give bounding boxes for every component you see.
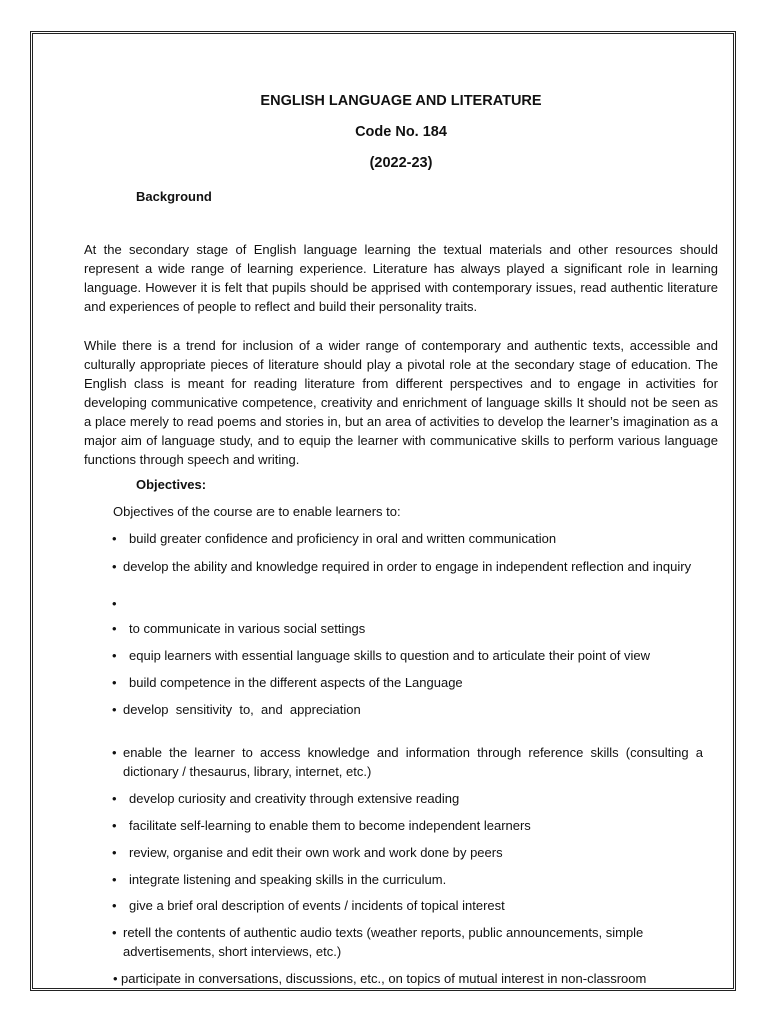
bullet-marker: • — [112, 845, 117, 860]
objective-item — [112, 789, 722, 808]
bullet-marker: • — [112, 925, 117, 940]
objective-item — [112, 843, 722, 862]
objective-text: develop the ability and knowledge required in order to engage in independent reflection and inquiry — [123, 559, 692, 574]
objective-item — [112, 700, 722, 719]
objective-item — [112, 557, 722, 576]
objective-text: give a brief oral description of events / incidents of topical interest — [129, 898, 505, 913]
bullet-marker: • — [112, 745, 117, 760]
objective-item — [112, 896, 722, 915]
objective-item — [112, 743, 722, 781]
session-year: (2022-23) — [369, 155, 433, 171]
objective-text: build greater confidence and proficiency in oral and written communication — [129, 531, 557, 546]
bullet-marker: • — [112, 648, 117, 663]
bullet-marker: • — [112, 818, 117, 833]
bullet-marker: • — [112, 898, 117, 913]
objective-text: facilitate self-learning to enable them to become independent learners — [129, 818, 531, 833]
objective-item — [112, 619, 722, 638]
objective-text: integrate listening and speaking skills in the curriculum. — [129, 872, 447, 887]
objectives-intro: Objectives of the course are to enable learners to: — [113, 504, 401, 519]
objective-item — [113, 969, 723, 988]
objective-text: participate in conversations, discussions, etc., on topics of mutual interest in non-classroom — [121, 971, 647, 986]
background-paragraph-2: While there is a trend for inclusion of a wider range of contemporary and authentic texts, accessible and culturally appropriate pieces of literature should play a pivotal role at the secondary stage of education. The English class is meant for reading literature from different perspectives and to engage in activities for developing communicative competence, creativity and enrichment of language skills It should not be seen as a place merely to read poems and stories in, but an area of activities to develop the learner’s imagination as a major aim of language study, and to equip the learner with communicative skills to perform various language functions through speech and writing. — [84, 338, 718, 467]
objective-item — [112, 870, 722, 889]
objective-text: develop sensitivity to, and appreciation — [123, 702, 361, 717]
bullet-marker: • — [113, 971, 118, 986]
objective-item — [112, 816, 722, 835]
document-title: ENGLISH LANGUAGE AND LITERATURE — [260, 93, 542, 109]
bullet-marker: • — [112, 675, 117, 690]
bullet-marker: • — [112, 621, 117, 636]
objective-text: review, organise and edit their own work and work done by peers — [129, 845, 503, 860]
objective-text: enable the learner to access knowledge and information through reference skills (consulting a dictionary / thesaurus, library, internet, etc.) — [123, 745, 703, 779]
objective-text: equip learners with essential language skills to question and to articulate their point of view — [129, 648, 651, 663]
objective-item — [112, 646, 722, 665]
bullet-marker: • — [112, 559, 117, 574]
objectives-heading: Objectives: — [136, 477, 207, 492]
background-heading: Background — [136, 189, 212, 204]
objective-text: develop curiosity and creativity through extensive reading — [129, 791, 460, 806]
objective-text: to communicate in various social settings — [129, 621, 366, 636]
objective-text: retell the contents of authentic audio texts (weather reports, public announcements, simple advertisements, short interviews, etc.) — [123, 925, 644, 959]
bullet-marker: • — [112, 702, 117, 717]
objective-item — [112, 673, 722, 692]
bullet-marker: • — [112, 791, 117, 806]
objective-item — [112, 923, 722, 961]
objective-item — [112, 529, 722, 548]
bullet-marker: • — [112, 872, 117, 887]
course-code: Code No. 184 — [355, 124, 447, 140]
background-paragraph-1: At the secondary stage of English language learning the textual materials and other resources should represent a wide range of learning experience. Literature has always played a significant role in learning language. However it is felt that pupils should be apprised with contemporary issues, read authentic literature and experiences of people to reflect and build their personality traits. — [84, 242, 718, 314]
bullet-marker: • — [112, 531, 117, 546]
bullet-marker: • — [112, 596, 117, 611]
objective-text: build competence in the different aspects of the Language — [129, 675, 463, 690]
